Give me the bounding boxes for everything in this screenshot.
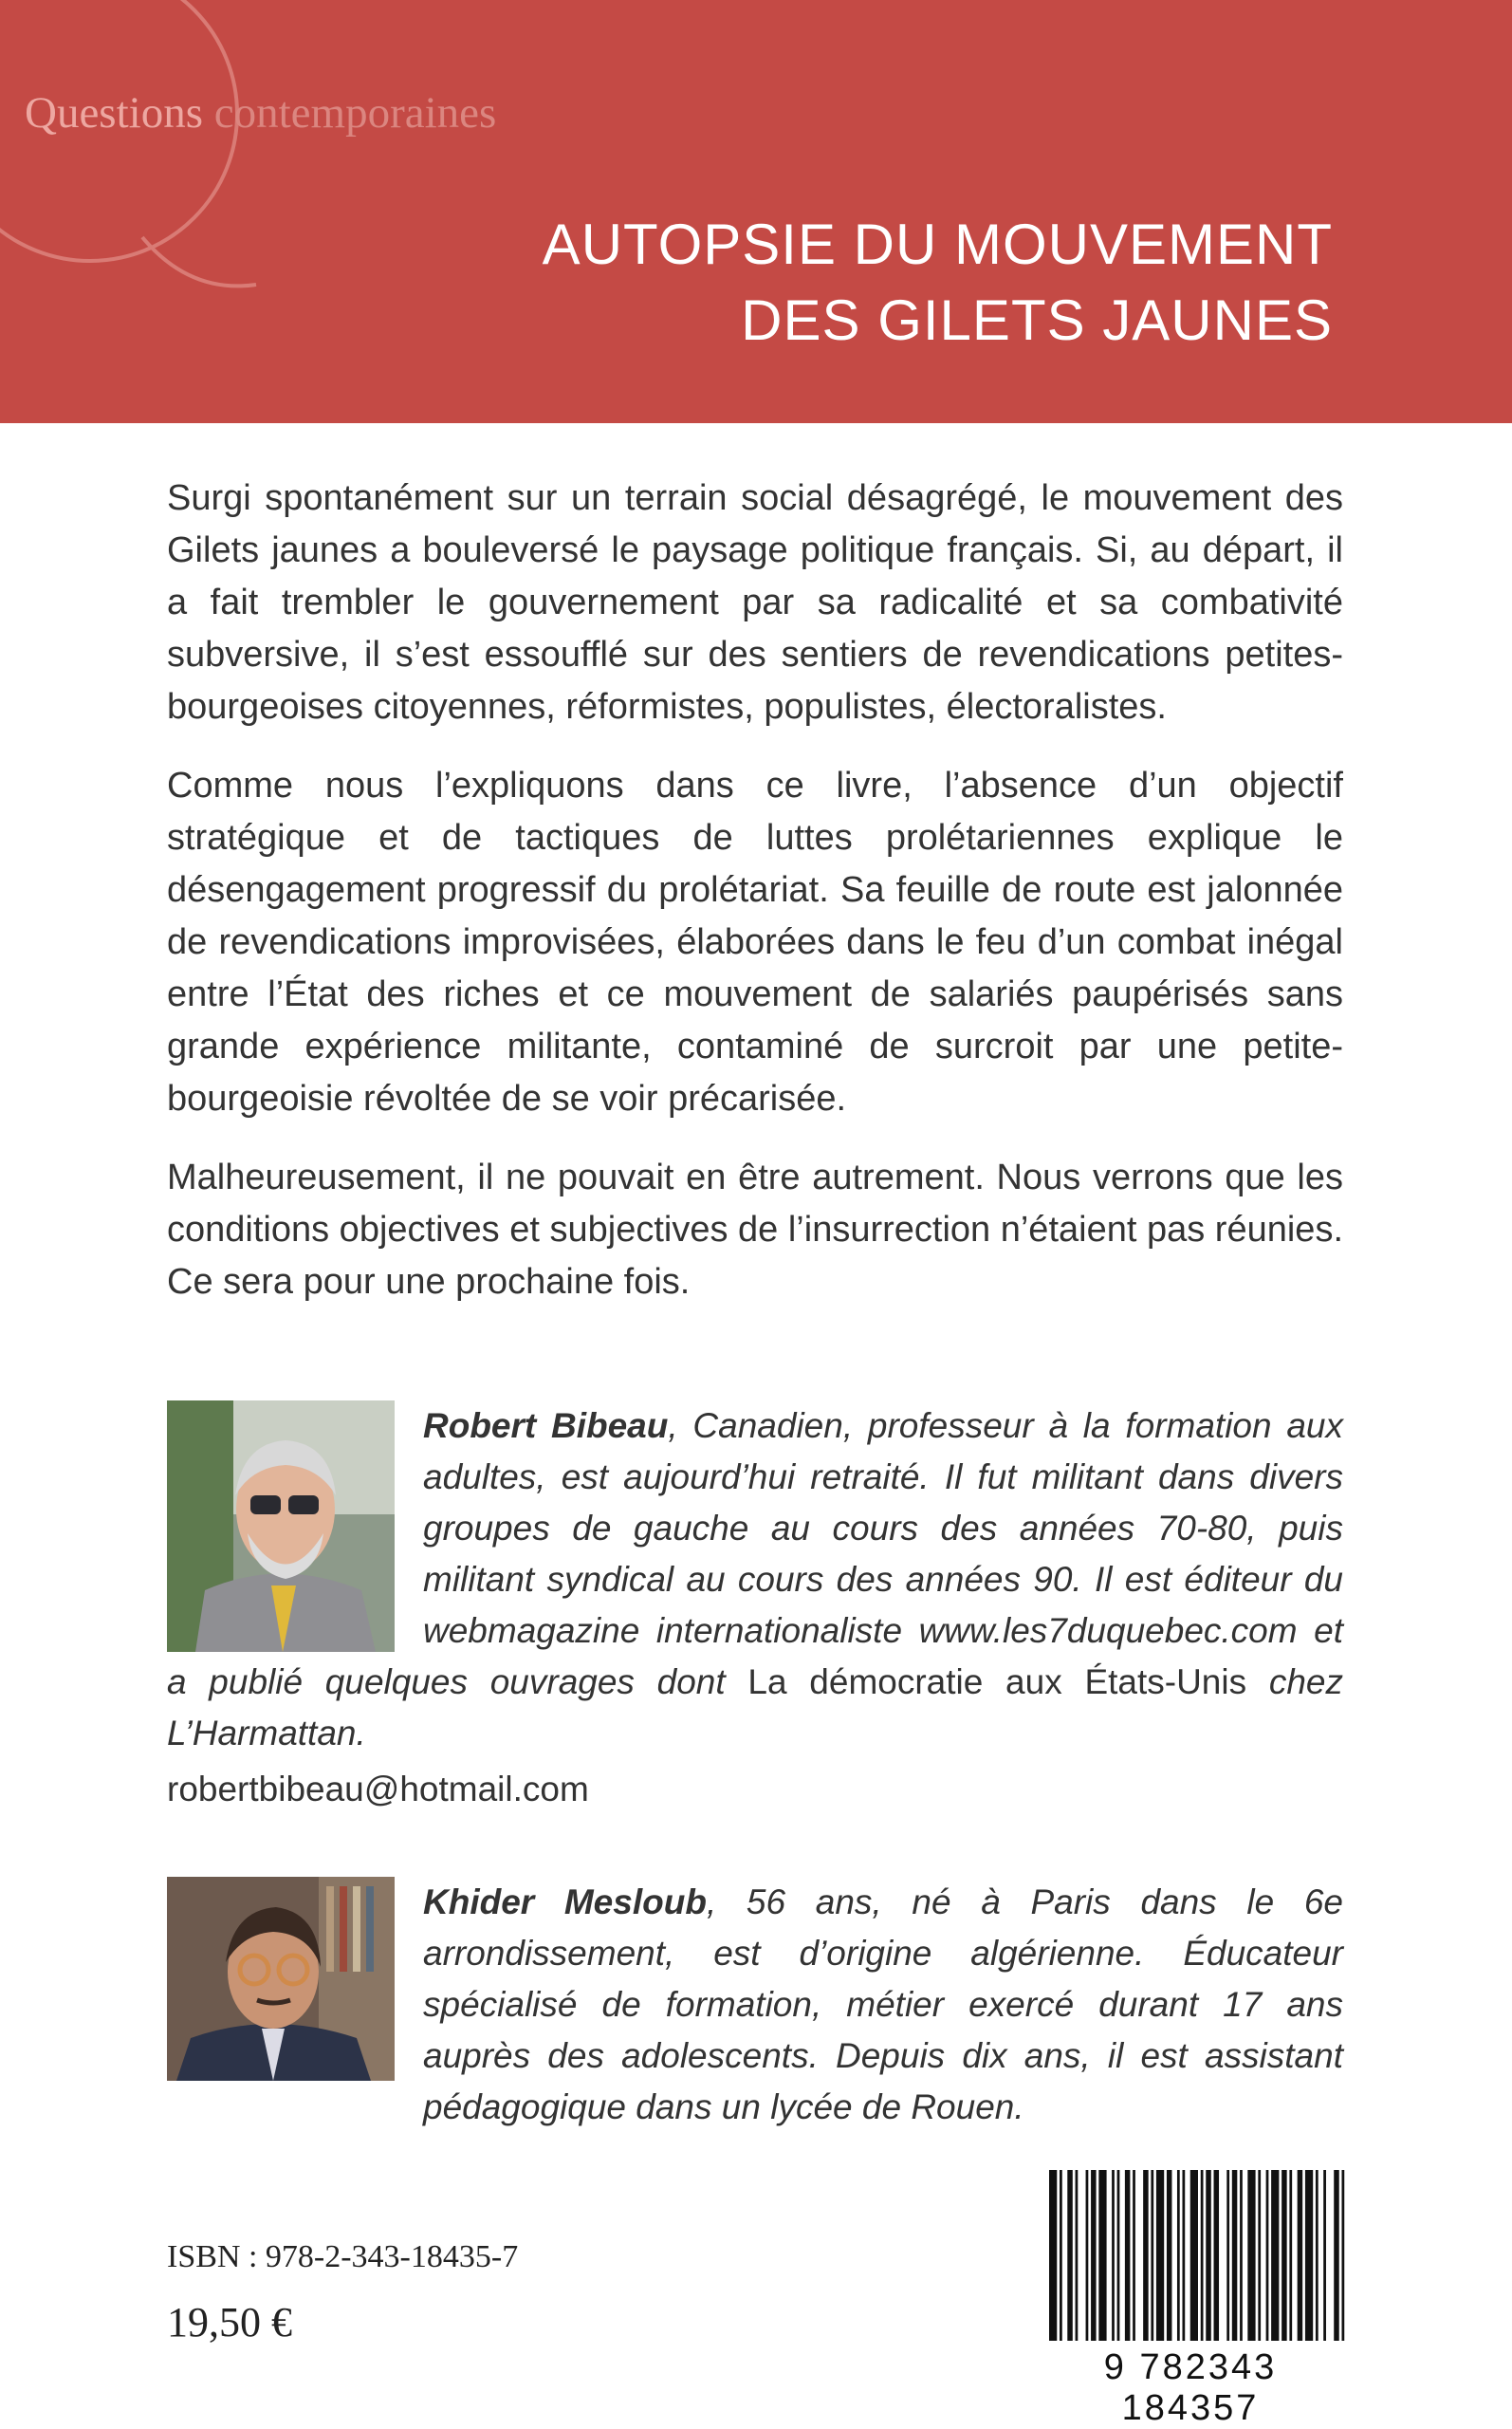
series-name — [25, 87, 496, 139]
book-title — [543, 207, 1333, 359]
author-bio-robert-text-1: , Canadien, professeur à la formation aux adultes, est aujourd’hui retraité. Il fut militant dans divers groupes de gauche au cours des années 70-80, puis militant syndical au cours des années 90. Il est éditeur du webmagazine internationaliste www.les7duquebec.com et a publié quelques ouvrages dont — [167, 1406, 1344, 1701]
barcode-bar — [1282, 2170, 1287, 2341]
author-email-robert: robertbibeau@hotmail.com — [167, 1770, 589, 1808]
barcode-bar — [1133, 2170, 1135, 2341]
barcode-bar — [1182, 2170, 1185, 2341]
barcode-bar — [1258, 2170, 1261, 2341]
barcode-bar — [1177, 2170, 1180, 2341]
barcode-bar — [1167, 2170, 1172, 2341]
barcode-bar — [1232, 2170, 1238, 2341]
barcode-bar — [1201, 2170, 1204, 2341]
barcode-bar — [1067, 2170, 1073, 2341]
barcode-bar — [1341, 2170, 1344, 2341]
series-word-contemporaines: contemporaines — [213, 88, 497, 138]
paragraph-1: Surgi spontanément sur un terrain social désagrégé, le mouvement des Gilets jaunes a bouleversé le paysage politique français. Si, au départ, il a fait trembler le gouvernement par sa radicalité et sa combativité subversive, il s’est essoufflé sur des sentiers de revendications petites-bourgeoises citoyennes, réformistes, populistes, électoralistes. — [167, 478, 1343, 727]
book-title-line-2: DES GILETS JAUNES — [741, 288, 1333, 352]
barcode-bar — [1156, 2170, 1164, 2341]
barcode-digits: 9 782343 184357 — [1103, 2347, 1278, 2428]
price: 19,50 € — [167, 2299, 292, 2346]
barcode-bar — [1098, 2170, 1106, 2341]
series-word-questions: Questions — [25, 88, 203, 138]
barcode-bar — [1151, 2170, 1153, 2341]
barcode — [1049, 2170, 1347, 2341]
author-bio-robert — [167, 1400, 1343, 1759]
barcode-bar — [1214, 2170, 1220, 2341]
barcode-bar — [1316, 2170, 1318, 2341]
barcode-bar — [1190, 2170, 1198, 2341]
author-book-title: La démocratie aux États-Unis — [747, 1662, 1247, 1701]
barcode-bar — [1049, 2170, 1057, 2341]
barcode-bar — [1076, 2170, 1079, 2341]
author-bio-khider-text: , 56 ans, né à Paris dans le 6e arrondissement, est d’origine algérienne. Éducateur spécialisé de formation, métier exercé durant 17 ans auprès des adolescents. Depuis dix ans, il est assistant pédagogique dans un lycée de Rouen. — [423, 1882, 1343, 2126]
barcode-bar — [1143, 2170, 1149, 2341]
barcode-bar — [1125, 2170, 1131, 2341]
barcode-bar — [1247, 2170, 1255, 2341]
barcode-bar — [1226, 2170, 1229, 2341]
barcode-bar — [1271, 2170, 1279, 2341]
author-bio-khider — [167, 1877, 1343, 2133]
barcode-bar — [1240, 2170, 1243, 2341]
barcode-bar — [1298, 2170, 1303, 2341]
barcode-bar — [1060, 2170, 1062, 2341]
author-photo-khider — [167, 1877, 395, 2081]
barcode-bar — [1323, 2170, 1326, 2341]
author-name-robert: Robert Bibeau — [423, 1406, 669, 1445]
author-bio-robert-text-2: chez L’Harmattan. — [167, 1662, 1343, 1752]
barcode-bar — [1086, 2170, 1089, 2341]
author-name-khider: Khider Mesloub — [423, 1882, 707, 1921]
barcode-bar — [1117, 2170, 1120, 2341]
book-title-line-1: AUTOPSIE DU MOUVEMENT — [542, 213, 1333, 276]
barcode-bar — [1266, 2170, 1269, 2341]
barcode-bar — [1206, 2170, 1211, 2341]
isbn: ISBN : 978-2-343-18435-7 — [167, 2239, 519, 2274]
barcode-bar — [1112, 2170, 1115, 2341]
series-q-logo — [0, 0, 266, 304]
cover-header — [0, 0, 1512, 423]
barcode-bar — [1289, 2170, 1292, 2341]
author-photo-robert — [167, 1400, 395, 1652]
barcode-bar — [1091, 2170, 1097, 2341]
paragraph-2: Comme nous l’expliquons dans ce livre, l’absence d’un objectif stratégique et de tactiques de luttes prolétariennes explique le désengagement progressif du prolétariat. Sa feuille de route est jalonnée de revendications improvisées, élaborées dans le feu d’un combat inégal entre l’État des riches et ce mouvement de salariés paupérisés sans grande expérience militante, contaminé de surcroit par une petite-bourgeoisie révoltée de se voir précarisée. — [167, 766, 1343, 1119]
barcode-bar — [1305, 2170, 1313, 2341]
back-cover-text — [167, 473, 1343, 1335]
barcode-bar — [1334, 2170, 1339, 2341]
paragraph-3: Malheureusement, il ne pouvait en être autrement. Nous verrons que les conditions objectives et subjectives de l’insurrection n’étaient pas réunies. Ce sera pour une prochaine fois. — [167, 1158, 1343, 1302]
